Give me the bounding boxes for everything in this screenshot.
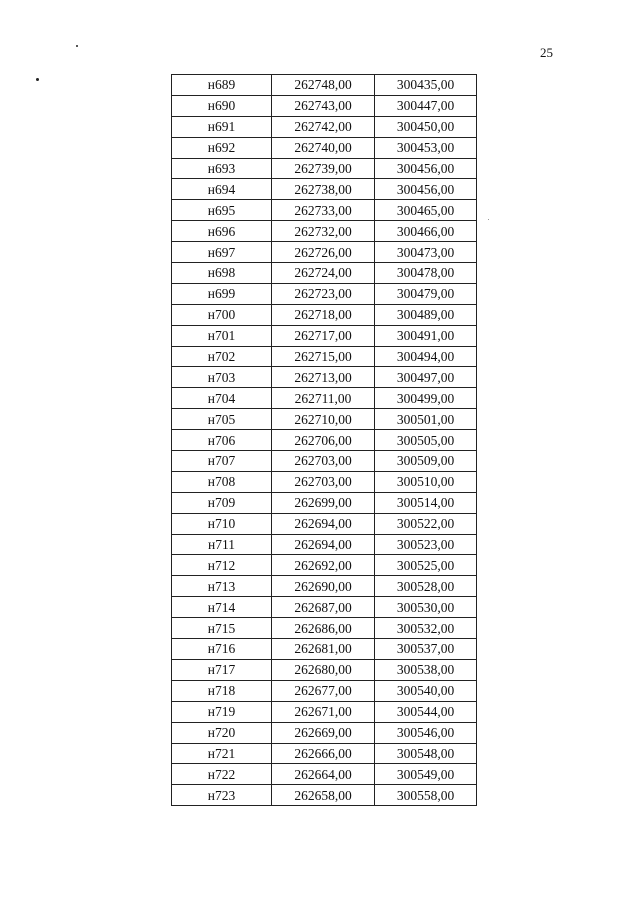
y-coordinate-cell: 300514,00	[375, 492, 477, 513]
table-row	[172, 576, 477, 597]
x-coordinate-cell: 262666,00	[272, 743, 375, 764]
y-coordinate-cell: 300546,00	[375, 722, 477, 743]
point-id-cell: н690	[172, 95, 272, 116]
point-id-cell: н699	[172, 283, 272, 304]
x-coordinate-cell: 262699,00	[272, 492, 375, 513]
x-coordinate-cell: 262723,00	[272, 283, 375, 304]
table-row	[172, 639, 477, 660]
table-row	[172, 722, 477, 743]
y-coordinate-cell: 300494,00	[375, 346, 477, 367]
table-row	[172, 263, 477, 284]
point-id-cell: н702	[172, 346, 272, 367]
table-row	[172, 409, 477, 430]
point-id-cell: н721	[172, 743, 272, 764]
x-coordinate-cell: 262671,00	[272, 701, 375, 722]
point-id-cell: н703	[172, 367, 272, 388]
point-id-cell: н709	[172, 492, 272, 513]
y-coordinate-cell: 300537,00	[375, 639, 477, 660]
table-row	[172, 597, 477, 618]
point-id-cell: н695	[172, 200, 272, 221]
point-id-cell: н692	[172, 137, 272, 158]
table-row	[172, 555, 477, 576]
table-row	[172, 451, 477, 472]
x-coordinate-cell: 262724,00	[272, 263, 375, 284]
point-id-cell: н704	[172, 388, 272, 409]
table-row	[172, 680, 477, 701]
table-row	[172, 388, 477, 409]
page-number: 25	[540, 45, 553, 60]
table-row	[172, 764, 477, 785]
y-coordinate-cell: 300478,00	[375, 263, 477, 284]
table-row	[172, 95, 477, 116]
coordinates-table	[171, 74, 477, 806]
x-coordinate-cell: 262703,00	[272, 451, 375, 472]
point-id-cell: н723	[172, 785, 272, 806]
y-coordinate-cell: 300544,00	[375, 701, 477, 722]
point-id-cell: н701	[172, 325, 272, 346]
y-coordinate-cell: 300505,00	[375, 430, 477, 451]
y-coordinate-cell: 300558,00	[375, 785, 477, 806]
scan-speck	[488, 219, 489, 220]
y-coordinate-cell: 300479,00	[375, 283, 477, 304]
point-id-cell: н707	[172, 451, 272, 472]
y-coordinate-cell: 300538,00	[375, 659, 477, 680]
scan-speck	[76, 45, 78, 47]
point-id-cell: н718	[172, 680, 272, 701]
table-row	[172, 221, 477, 242]
point-id-cell: н722	[172, 764, 272, 785]
x-coordinate-cell: 262690,00	[272, 576, 375, 597]
table-row	[172, 75, 477, 96]
y-coordinate-cell: 300453,00	[375, 137, 477, 158]
x-coordinate-cell: 262718,00	[272, 304, 375, 325]
point-id-cell: н712	[172, 555, 272, 576]
y-coordinate-cell: 300523,00	[375, 534, 477, 555]
point-id-cell: н719	[172, 701, 272, 722]
point-id-cell: н693	[172, 158, 272, 179]
x-coordinate-cell: 262732,00	[272, 221, 375, 242]
y-coordinate-cell: 300497,00	[375, 367, 477, 388]
y-coordinate-cell: 300491,00	[375, 325, 477, 346]
coordinates-table-body	[172, 75, 477, 806]
table-row	[172, 513, 477, 534]
x-coordinate-cell: 262738,00	[272, 179, 375, 200]
y-coordinate-cell: 300540,00	[375, 680, 477, 701]
x-coordinate-cell: 262742,00	[272, 116, 375, 137]
table-row	[172, 325, 477, 346]
y-coordinate-cell: 300509,00	[375, 451, 477, 472]
x-coordinate-cell: 262733,00	[272, 200, 375, 221]
table-row	[172, 659, 477, 680]
point-id-cell: н720	[172, 722, 272, 743]
y-coordinate-cell: 300465,00	[375, 200, 477, 221]
table-row	[172, 534, 477, 555]
x-coordinate-cell: 262743,00	[272, 95, 375, 116]
point-id-cell: н714	[172, 597, 272, 618]
point-id-cell: н700	[172, 304, 272, 325]
table-row	[172, 158, 477, 179]
table-row	[172, 116, 477, 137]
y-coordinate-cell: 300466,00	[375, 221, 477, 242]
y-coordinate-cell: 300530,00	[375, 597, 477, 618]
point-id-cell: н697	[172, 242, 272, 263]
x-coordinate-cell: 262669,00	[272, 722, 375, 743]
table-row	[172, 200, 477, 221]
table-row	[172, 701, 477, 722]
y-coordinate-cell: 300456,00	[375, 179, 477, 200]
point-id-cell: н691	[172, 116, 272, 137]
y-coordinate-cell: 300549,00	[375, 764, 477, 785]
x-coordinate-cell: 262740,00	[272, 137, 375, 158]
table-row	[172, 785, 477, 806]
y-coordinate-cell: 300522,00	[375, 513, 477, 534]
y-coordinate-cell: 300473,00	[375, 242, 477, 263]
x-coordinate-cell: 262694,00	[272, 534, 375, 555]
table-row	[172, 367, 477, 388]
y-coordinate-cell: 300532,00	[375, 618, 477, 639]
x-coordinate-cell: 262713,00	[272, 367, 375, 388]
point-id-cell: н696	[172, 221, 272, 242]
table-row	[172, 283, 477, 304]
point-id-cell: н689	[172, 75, 272, 96]
x-coordinate-cell: 262706,00	[272, 430, 375, 451]
y-coordinate-cell: 300501,00	[375, 409, 477, 430]
point-id-cell: н716	[172, 639, 272, 660]
x-coordinate-cell: 262687,00	[272, 597, 375, 618]
point-id-cell: н708	[172, 471, 272, 492]
table-row	[172, 430, 477, 451]
y-coordinate-cell: 300499,00	[375, 388, 477, 409]
x-coordinate-cell: 262726,00	[272, 242, 375, 263]
x-coordinate-cell: 262715,00	[272, 346, 375, 367]
x-coordinate-cell: 262692,00	[272, 555, 375, 576]
table-row	[172, 743, 477, 764]
table-row	[172, 242, 477, 263]
y-coordinate-cell: 300525,00	[375, 555, 477, 576]
x-coordinate-cell: 262664,00	[272, 764, 375, 785]
x-coordinate-cell: 262681,00	[272, 639, 375, 660]
table-row	[172, 471, 477, 492]
table-row	[172, 137, 477, 158]
x-coordinate-cell: 262710,00	[272, 409, 375, 430]
y-coordinate-cell: 300435,00	[375, 75, 477, 96]
point-id-cell: н705	[172, 409, 272, 430]
x-coordinate-cell: 262717,00	[272, 325, 375, 346]
y-coordinate-cell: 300510,00	[375, 471, 477, 492]
table-row	[172, 304, 477, 325]
table-row	[172, 179, 477, 200]
y-coordinate-cell: 300528,00	[375, 576, 477, 597]
x-coordinate-cell: 262748,00	[272, 75, 375, 96]
x-coordinate-cell: 262680,00	[272, 659, 375, 680]
point-id-cell: н713	[172, 576, 272, 597]
scan-speck	[36, 78, 39, 81]
table-row	[172, 618, 477, 639]
x-coordinate-cell: 262703,00	[272, 471, 375, 492]
point-id-cell: н710	[172, 513, 272, 534]
y-coordinate-cell: 300447,00	[375, 95, 477, 116]
point-id-cell: н711	[172, 534, 272, 555]
point-id-cell: н717	[172, 659, 272, 680]
y-coordinate-cell: 300548,00	[375, 743, 477, 764]
table-row	[172, 492, 477, 513]
x-coordinate-cell: 262711,00	[272, 388, 375, 409]
y-coordinate-cell: 300456,00	[375, 158, 477, 179]
x-coordinate-cell: 262677,00	[272, 680, 375, 701]
point-id-cell: н706	[172, 430, 272, 451]
table-row	[172, 346, 477, 367]
x-coordinate-cell: 262686,00	[272, 618, 375, 639]
y-coordinate-cell: 300450,00	[375, 116, 477, 137]
x-coordinate-cell: 262658,00	[272, 785, 375, 806]
point-id-cell: н698	[172, 263, 272, 284]
x-coordinate-cell: 262694,00	[272, 513, 375, 534]
point-id-cell: н694	[172, 179, 272, 200]
point-id-cell: н715	[172, 618, 272, 639]
y-coordinate-cell: 300489,00	[375, 304, 477, 325]
x-coordinate-cell: 262739,00	[272, 158, 375, 179]
